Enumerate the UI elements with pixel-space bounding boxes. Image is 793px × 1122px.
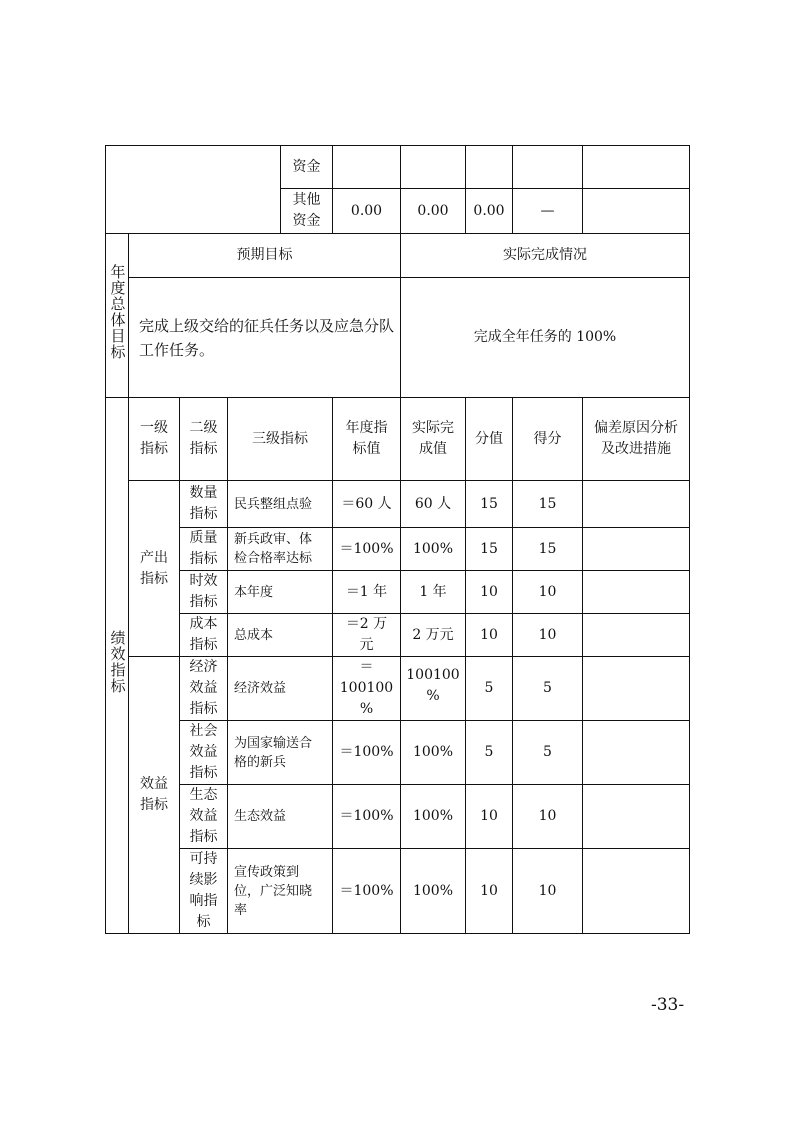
page-number: -33- — [651, 995, 685, 1015]
funding-cell — [333, 146, 401, 189]
level3-cell: 新兵政审、体 检合格率达标 — [228, 528, 333, 571]
score-cell: 5 — [513, 657, 583, 721]
funding-value: 0.00 — [466, 189, 513, 234]
points-cell: 10 — [466, 785, 513, 849]
annual-goal-section-text: 年度总体目标 — [108, 264, 127, 360]
table-row — [106, 571, 690, 614]
header-target: 年度指 标值 — [333, 398, 401, 481]
group-label-benefit: 效益 指标 — [129, 657, 180, 934]
score-cell: 5 — [513, 721, 583, 785]
funding-value: 0.00 — [333, 189, 401, 234]
analysis-cell — [583, 657, 690, 721]
funding-value: — — [513, 189, 583, 234]
table-row — [106, 849, 690, 934]
points-cell: 15 — [466, 481, 513, 528]
points-cell: 5 — [466, 721, 513, 785]
target-cell: ＝100% — [333, 528, 401, 571]
funding-cell — [583, 146, 690, 189]
actual-cell: 100% — [401, 785, 466, 849]
table-row — [106, 614, 690, 657]
level3-cell: 为国家输送合 格的新兵 — [228, 721, 333, 785]
expected-goal-header: 预期目标 — [129, 234, 401, 278]
table-row — [106, 785, 690, 849]
points-cell: 15 — [466, 528, 513, 571]
table-row — [106, 481, 690, 528]
analysis-cell — [583, 528, 690, 571]
points-cell: 10 — [466, 849, 513, 934]
target-cell: ＝100% — [333, 849, 401, 934]
level2-cell: 社会 效益 指标 — [180, 721, 228, 785]
level2-cell: 经济 效益 指标 — [180, 657, 228, 721]
level3-cell: 宣传政策到 位，广泛知晓 率 — [228, 849, 333, 934]
score-cell: 15 — [513, 481, 583, 528]
actual-cell: 100% — [401, 849, 466, 934]
score-cell: 10 — [513, 849, 583, 934]
points-cell: 10 — [466, 614, 513, 657]
score-cell: 10 — [513, 785, 583, 849]
header-level2: 二级 指标 — [180, 398, 228, 481]
level3-cell: 经济效益 — [228, 657, 333, 721]
level3-cell: 民兵整组点验 — [228, 481, 333, 528]
actual-cell: 1 年 — [401, 571, 466, 614]
level2-cell: 质量 指标 — [180, 528, 228, 571]
header-actual: 实际完 成值 — [401, 398, 466, 481]
level2-cell: 数量 指标 — [180, 481, 228, 528]
actual-completion-text: 完成全年任务的 100% — [401, 278, 690, 398]
header-level3: 三级指标 — [228, 398, 333, 481]
header-level1: 一级 指标 — [129, 398, 180, 481]
table-row — [106, 721, 690, 785]
analysis-cell — [583, 481, 690, 528]
level2-cell: 成本 指标 — [180, 614, 228, 657]
actual-cell: 2 万元 — [401, 614, 466, 657]
funding-row1-label: 资金 — [281, 146, 333, 189]
analysis-cell — [583, 614, 690, 657]
funding-cell — [513, 146, 583, 189]
performance-section-label — [106, 398, 129, 934]
analysis-cell — [583, 849, 690, 934]
actual-cell: 100% — [401, 721, 466, 785]
header-score: 得分 — [513, 398, 583, 481]
target-cell: ＝ 100100 % — [333, 657, 401, 721]
table-row — [106, 528, 690, 571]
funding-cell — [401, 146, 466, 189]
score-cell: 10 — [513, 571, 583, 614]
funding-row2-label: 其他 资金 — [281, 189, 333, 234]
group-label-output: 产出 指标 — [129, 481, 180, 657]
target-cell: ＝2 万 元 — [333, 614, 401, 657]
level2-cell: 时效 指标 — [180, 571, 228, 614]
target-cell: ＝100% — [333, 721, 401, 785]
analysis-cell — [583, 571, 690, 614]
table-row — [106, 657, 690, 721]
performance-section-text: 绩效指标 — [108, 630, 127, 694]
actual-cell: 100100 % — [401, 657, 466, 721]
points-cell: 5 — [466, 657, 513, 721]
level3-cell: 本年度 — [228, 571, 333, 614]
funding-value: 0.00 — [401, 189, 466, 234]
actual-cell: 60 人 — [401, 481, 466, 528]
performance-table — [105, 145, 690, 934]
points-cell: 10 — [466, 571, 513, 614]
level2-cell: 生态 效益 指标 — [180, 785, 228, 849]
annual-goal-section-label — [106, 234, 129, 398]
target-cell: ＝60 人 — [333, 481, 401, 528]
score-cell: 15 — [513, 528, 583, 571]
expected-goal-text: 完成上级交给的征兵任务以及应急分队工作任务。 — [129, 278, 401, 398]
analysis-cell — [583, 721, 690, 785]
actual-cell: 100% — [401, 528, 466, 571]
funding-blank-cell — [106, 146, 281, 234]
level3-cell: 生态效益 — [228, 785, 333, 849]
analysis-cell — [583, 785, 690, 849]
target-cell: ＝100% — [333, 785, 401, 849]
funding-cell — [466, 146, 513, 189]
level3-cell: 总成本 — [228, 614, 333, 657]
score-cell: 10 — [513, 614, 583, 657]
header-points: 分值 — [466, 398, 513, 481]
level2-cell: 可持 续影 响指 标 — [180, 849, 228, 934]
header-analysis: 偏差原因分析 及改进措施 — [583, 398, 690, 481]
target-cell: ＝1 年 — [333, 571, 401, 614]
actual-completion-header: 实际完成情况 — [401, 234, 690, 278]
funding-cell — [583, 189, 690, 234]
